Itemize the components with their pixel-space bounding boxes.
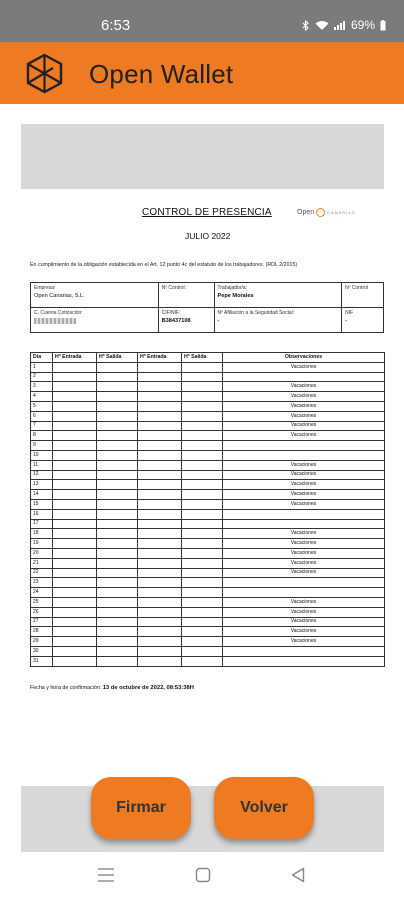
observation [223, 519, 385, 529]
time-salida-2 [182, 490, 223, 500]
time-entrada-2 [138, 607, 182, 617]
time-entrada-2 [138, 460, 182, 470]
table-row [31, 421, 385, 431]
recent-apps-icon[interactable] [97, 867, 115, 883]
time-entrada-1 [53, 548, 97, 558]
table-row [31, 431, 385, 441]
battery-percent: 69% [350, 18, 375, 32]
status-bar [0, 0, 404, 42]
time-salida-1 [97, 558, 138, 568]
time-salida-1 [97, 411, 138, 421]
time-salida-2 [182, 588, 223, 598]
observation [223, 646, 385, 656]
time-salida-2 [182, 499, 223, 509]
table-row [31, 450, 385, 460]
observation: Vacaciones [223, 401, 385, 411]
observation: Vacaciones [223, 411, 385, 421]
time-entrada-1 [53, 460, 97, 470]
time-salida-1 [97, 568, 138, 578]
time-entrada-2 [138, 578, 182, 588]
table-row [31, 588, 385, 598]
header-observaciones: Observaciones [223, 353, 385, 363]
time-entrada-1 [53, 519, 97, 529]
time-entrada-1 [53, 656, 97, 666]
time-salida-1 [97, 490, 138, 500]
signal-icon [334, 20, 346, 31]
observation: Vacaciones [223, 607, 385, 617]
time-salida-1 [97, 519, 138, 529]
trabajador-label: Trabajador/a: [217, 285, 248, 291]
system-nav-bar [0, 852, 404, 900]
confirmation-line [30, 685, 194, 691]
time-entrada-1 [53, 558, 97, 568]
time-salida-2 [182, 617, 223, 627]
time-salida-1 [97, 460, 138, 470]
time-entrada-2 [138, 597, 182, 607]
day-table-body [31, 362, 385, 666]
observation: Vacaciones [223, 382, 385, 392]
time-entrada-2 [138, 617, 182, 627]
time-salida-1 [97, 441, 138, 451]
time-entrada-1 [53, 470, 97, 480]
day-number: 20 [31, 548, 53, 558]
table-row [31, 548, 385, 558]
bluetooth-icon [302, 20, 310, 31]
observation: Vacaciones [223, 617, 385, 627]
day-table [30, 352, 385, 667]
time-salida-2 [182, 539, 223, 549]
time-entrada-2 [138, 637, 182, 647]
day-number: 3 [31, 382, 53, 392]
day-number: 4 [31, 392, 53, 402]
day-number: 6 [31, 411, 53, 421]
time-entrada-2 [138, 646, 182, 656]
day-number: 23 [31, 578, 53, 588]
back-nav-icon[interactable] [291, 867, 305, 883]
time-entrada-2 [138, 362, 182, 372]
table-row [31, 441, 385, 451]
info-cell-trabajador [214, 283, 342, 308]
observation: Vacaciones [223, 460, 385, 470]
time-salida-1 [97, 480, 138, 490]
day-number: 22 [31, 568, 53, 578]
time-salida-1 [97, 597, 138, 607]
time-salida-1 [97, 499, 138, 509]
time-entrada-1 [53, 401, 97, 411]
time-salida-1 [97, 646, 138, 656]
app-logo-icon [23, 52, 66, 95]
time-salida-2 [182, 382, 223, 392]
day-number: 27 [31, 617, 53, 627]
day-number: 29 [31, 637, 53, 647]
day-number: 9 [31, 441, 53, 451]
table-row [31, 607, 385, 617]
empresa-value: Open Canarias, S.L. [34, 293, 85, 299]
table-row [31, 490, 385, 500]
observation: Vacaciones [223, 548, 385, 558]
time-salida-1 [97, 401, 138, 411]
time-salida-2 [182, 646, 223, 656]
time-salida-2 [182, 597, 223, 607]
document-title: CONTROL DE PRESENCIA [142, 207, 272, 218]
time-entrada-2 [138, 588, 182, 598]
time-entrada-1 [53, 431, 97, 441]
time-salida-1 [97, 431, 138, 441]
time-salida-2 [182, 411, 223, 421]
time-entrada-1 [53, 490, 97, 500]
header-dia: Día [31, 353, 53, 363]
document-brand-sub: CANARIAS [327, 210, 356, 215]
header-entrada-1: Hª Entrada [53, 353, 97, 363]
table-row [31, 411, 385, 421]
time-salida-2 [182, 450, 223, 460]
time-salida-1 [97, 617, 138, 627]
app-bar [0, 42, 404, 104]
time-entrada-2 [138, 411, 182, 421]
back-button[interactable]: Volver [214, 777, 314, 839]
time-salida-1 [97, 588, 138, 598]
time-salida-2 [182, 470, 223, 480]
time-entrada-1 [53, 411, 97, 421]
info-cell-empresa [31, 283, 159, 308]
observation [223, 509, 385, 519]
time-entrada-1 [53, 509, 97, 519]
time-entrada-1 [53, 637, 97, 647]
table-row [31, 480, 385, 490]
day-number: 8 [31, 431, 53, 441]
trabajador-value: Pepe Morales [217, 293, 254, 299]
day-table-header [31, 353, 385, 363]
time-entrada-2 [138, 519, 182, 529]
empresa-label: Empresa: [34, 285, 56, 291]
observation [223, 578, 385, 588]
time-entrada-1 [53, 441, 97, 451]
time-entrada-2 [138, 372, 182, 382]
time-salida-2 [182, 548, 223, 558]
table-row [31, 597, 385, 607]
day-number: 28 [31, 627, 53, 637]
time-salida-2 [182, 372, 223, 382]
observation: Vacaciones [223, 421, 385, 431]
table-row [31, 529, 385, 539]
time-entrada-1 [53, 607, 97, 617]
table-row [31, 519, 385, 529]
day-number: 15 [31, 499, 53, 509]
table-row [31, 578, 385, 588]
time-salida-2 [182, 568, 223, 578]
day-number: 5 [31, 401, 53, 411]
time-entrada-2 [138, 450, 182, 460]
day-number: 31 [31, 656, 53, 666]
table-row [31, 558, 385, 568]
observation: Vacaciones [223, 470, 385, 480]
time-entrada-1 [53, 450, 97, 460]
time-salida-1 [97, 529, 138, 539]
info-table [30, 282, 384, 333]
time-entrada-1 [53, 539, 97, 549]
observation: Vacaciones [223, 597, 385, 607]
info-cell-cuenta [31, 308, 159, 333]
time-entrada-1 [53, 588, 97, 598]
header-entrada-2: Hª Entrada [138, 353, 182, 363]
control2-label: Nº Control [345, 285, 369, 291]
time-salida-2 [182, 656, 223, 666]
observation: Vacaciones [223, 568, 385, 578]
time-salida-1 [97, 362, 138, 372]
time-entrada-2 [138, 490, 182, 500]
time-entrada-2 [138, 656, 182, 666]
day-number: 24 [31, 588, 53, 598]
observation: Vacaciones [223, 490, 385, 500]
time-entrada-1 [53, 529, 97, 539]
table-row [31, 617, 385, 627]
time-salida-2 [182, 637, 223, 647]
day-number: 16 [31, 509, 53, 519]
time-entrada-1 [53, 499, 97, 509]
info-cell-cif [158, 308, 214, 333]
info-cell-control2 [342, 283, 384, 308]
time-entrada-1 [53, 362, 97, 372]
table-row [31, 401, 385, 411]
time-salida-2 [182, 607, 223, 617]
afiliacion-value: - [217, 318, 220, 324]
info-cell-nif [342, 308, 384, 333]
info-cell-control [158, 283, 214, 308]
time-entrada-1 [53, 568, 97, 578]
time-salida-1 [97, 637, 138, 647]
day-number: 10 [31, 450, 53, 460]
document-brand [297, 208, 356, 217]
time-entrada-2 [138, 627, 182, 637]
time-entrada-1 [53, 646, 97, 656]
time-salida-1 [97, 548, 138, 558]
table-row [31, 382, 385, 392]
table-row [31, 392, 385, 402]
day-number: 1 [31, 362, 53, 372]
app-title: Open Wallet [89, 59, 234, 89]
time-entrada-2 [138, 548, 182, 558]
time-salida-2 [182, 441, 223, 451]
time-entrada-1 [53, 627, 97, 637]
header-salida-1: Hª Salida [97, 353, 138, 363]
time-salida-2 [182, 529, 223, 539]
time-entrada-1 [53, 480, 97, 490]
observation: Vacaciones [223, 627, 385, 637]
observation [223, 441, 385, 451]
day-number: 14 [31, 490, 53, 500]
day-number: 11 [31, 460, 53, 470]
observation: Vacaciones [223, 529, 385, 539]
table-row [31, 568, 385, 578]
time-entrada-2 [138, 392, 182, 402]
time-salida-2 [182, 509, 223, 519]
confirmation-value: 13 de octubre de 2022, 08:53:38H [102, 685, 194, 691]
table-row [31, 460, 385, 470]
time-salida-1 [97, 578, 138, 588]
day-number: 12 [31, 470, 53, 480]
time-entrada-1 [53, 382, 97, 392]
wifi-icon [315, 20, 329, 31]
time-salida-1 [97, 607, 138, 617]
day-number: 26 [31, 607, 53, 617]
table-row [31, 499, 385, 509]
time-salida-1 [97, 372, 138, 382]
time-entrada-2 [138, 421, 182, 431]
table-row [31, 656, 385, 666]
time-entrada-1 [53, 578, 97, 588]
table-row [31, 539, 385, 549]
time-salida-2 [182, 362, 223, 372]
time-entrada-2 [138, 480, 182, 490]
header-salida-2: Hª Salida [182, 353, 223, 363]
afiliacion-label: Nº Afiliación a la Seguridad Social: [217, 310, 295, 316]
day-number: 25 [31, 597, 53, 607]
action-area [21, 786, 384, 852]
nif-value: - [345, 318, 347, 324]
observation: Vacaciones [223, 558, 385, 568]
time-salida-1 [97, 421, 138, 431]
day-number: 30 [31, 646, 53, 656]
observation: Vacaciones [223, 362, 385, 372]
time-salida-1 [97, 382, 138, 392]
time-entrada-1 [53, 617, 97, 627]
status-time: 6:53 [101, 17, 131, 34]
home-icon[interactable] [195, 867, 211, 883]
observation: Vacaciones [223, 480, 385, 490]
battery-charging-icon [380, 20, 386, 31]
observation [223, 588, 385, 598]
day-number: 2 [31, 372, 53, 382]
observation [223, 372, 385, 382]
time-entrada-2 [138, 401, 182, 411]
observation [223, 656, 385, 666]
time-salida-1 [97, 656, 138, 666]
info-cell-afiliacion [214, 308, 342, 333]
status-icons [302, 18, 386, 32]
document-legal-text: En cumplimiento de la obligación establecida en el Art. 12 punto 4c del estatuto de los trabajadores. (RDL 2/2015) [30, 262, 298, 268]
nif-label: NIF [345, 310, 354, 316]
time-salida-2 [182, 431, 223, 441]
time-entrada-1 [53, 597, 97, 607]
day-number: 7 [31, 421, 53, 431]
time-salida-2 [182, 460, 223, 470]
table-row [31, 362, 385, 372]
time-salida-2 [182, 392, 223, 402]
document-month: JULIO 2022 [185, 231, 231, 241]
time-entrada-2 [138, 470, 182, 480]
time-salida-2 [182, 627, 223, 637]
day-number: 21 [31, 558, 53, 568]
time-entrada-2 [138, 509, 182, 519]
time-entrada-2 [138, 441, 182, 451]
time-salida-1 [97, 470, 138, 480]
observation: Vacaciones [223, 539, 385, 549]
confirmation-label: Fecha y hora de confirmación: [30, 685, 102, 691]
day-number: 13 [31, 480, 53, 490]
table-row [31, 637, 385, 647]
time-salida-1 [97, 450, 138, 460]
time-entrada-2 [138, 499, 182, 509]
table-row [31, 646, 385, 656]
document-header-strip [21, 124, 384, 189]
control-label: Nº Control: [161, 285, 186, 291]
time-salida-2 [182, 401, 223, 411]
document-brand-name: Open [297, 209, 315, 216]
time-entrada-2 [138, 529, 182, 539]
time-entrada-1 [53, 372, 97, 382]
time-entrada-2 [138, 558, 182, 568]
day-number: 18 [31, 529, 53, 539]
observation [223, 450, 385, 460]
time-salida-1 [97, 509, 138, 519]
table-row [31, 372, 385, 382]
day-number: 17 [31, 519, 53, 529]
sign-button[interactable]: Firmar [91, 777, 191, 839]
time-salida-1 [97, 627, 138, 637]
cif-value: B38437108 [161, 318, 191, 324]
time-salida-2 [182, 519, 223, 529]
time-salida-2 [182, 558, 223, 568]
time-entrada-1 [53, 392, 97, 402]
redacted-value [34, 318, 76, 324]
time-salida-1 [97, 539, 138, 549]
observation: Vacaciones [223, 392, 385, 402]
observation: Vacaciones [223, 499, 385, 509]
cif-label: CIF/NIF: [161, 310, 181, 316]
time-salida-2 [182, 578, 223, 588]
time-entrada-2 [138, 431, 182, 441]
time-entrada-1 [53, 421, 97, 431]
table-row [31, 470, 385, 480]
observation: Vacaciones [223, 431, 385, 441]
observation: Vacaciones [223, 637, 385, 647]
table-row [31, 509, 385, 519]
time-entrada-2 [138, 382, 182, 392]
time-entrada-2 [138, 568, 182, 578]
time-salida-2 [182, 480, 223, 490]
time-salida-1 [97, 392, 138, 402]
brand-logo-icon [316, 208, 325, 217]
table-row [31, 627, 385, 637]
time-entrada-2 [138, 539, 182, 549]
time-salida-2 [182, 421, 223, 431]
cuenta-label: C. Cuenta Cotización: [34, 310, 83, 316]
day-number: 19 [31, 539, 53, 549]
